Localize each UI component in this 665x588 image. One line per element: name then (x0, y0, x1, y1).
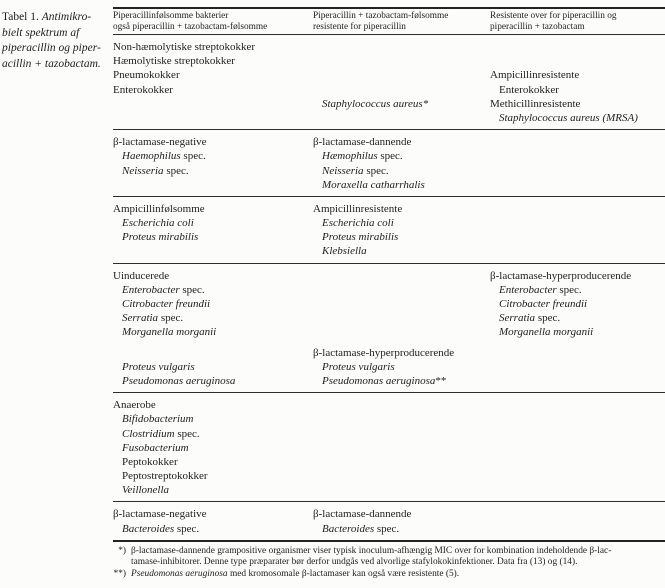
table-cell-col1 (113, 522, 313, 536)
species-name: Neisseria (122, 164, 164, 177)
table-cell-col1 (113, 297, 313, 311)
table-cell-col2 (313, 507, 490, 521)
species-name: Pseudomonas aeruginosa (122, 374, 236, 387)
species-name: Proteus mirabilis (322, 231, 399, 244)
table-cell-col2 (313, 269, 490, 283)
header-line: resistente for piperacillin (313, 22, 406, 32)
footnote-text (131, 546, 611, 569)
table-cell-col2 (313, 455, 490, 469)
table-cell-col1 (113, 178, 313, 192)
table-cell-col3 (490, 483, 665, 497)
table-row (113, 522, 665, 536)
footnote-line (131, 546, 611, 557)
table-cell-col2 (313, 398, 490, 412)
caption-italic-text: piperacillin og piper- (2, 42, 101, 54)
table-section (113, 502, 665, 539)
caption-text: Tabel 1. (2, 11, 42, 23)
table-cell-col1 (113, 40, 313, 54)
footnote-text (131, 569, 459, 580)
table-cell-col2 (313, 441, 490, 455)
table-cell-col2 (313, 283, 490, 297)
group-label: β-lactamase-dannende (313, 508, 412, 521)
table-cell-col3 (490, 398, 665, 412)
table-cell-col1 (113, 149, 313, 163)
table-cell-col3 (490, 178, 665, 192)
table-cell-col3 (490, 230, 665, 244)
table-cell-col2 (313, 427, 490, 441)
group-label: Non-hæmolytiske streptokokker (113, 41, 256, 53)
group-label: Ampicillinresistente (490, 69, 580, 82)
table-cell-col2 (313, 149, 490, 163)
table-cell-col2 (313, 244, 490, 258)
group-label: spec. (377, 150, 403, 163)
footnote-marker: **) (113, 568, 126, 579)
table-section (113, 393, 665, 501)
table-cell-col3 (490, 135, 665, 149)
table-cell-col1 (113, 455, 313, 469)
table-cell-col2 (313, 83, 490, 97)
header-line: også piperacillin + tazobactam-følsomme (113, 22, 268, 32)
group-label: spec. (158, 312, 184, 325)
table-cell-col3 (490, 522, 665, 536)
species-name: Escherichia coli (122, 217, 194, 230)
column-header-3 (490, 11, 665, 33)
table-row (113, 149, 665, 163)
table-cell-col3 (490, 412, 665, 426)
column-header-1 (113, 11, 313, 33)
footnote-body: med kromosomale β-lactamaser kan også være resistente (5). (227, 568, 460, 579)
table-row (113, 469, 665, 483)
table-cell-col3 (490, 427, 665, 441)
bottom-rule (113, 540, 665, 542)
species-name: Clostridium (122, 427, 175, 440)
table-row (113, 483, 665, 497)
table-row (113, 97, 665, 111)
group-label: Anaerobe (113, 399, 156, 412)
table-row (113, 269, 665, 283)
caption-italic-text: acillin + tazobactam. (2, 57, 101, 70)
table-row (113, 230, 665, 244)
header-line: piperacillin + tazobactam (490, 22, 585, 32)
table-caption (2, 10, 110, 72)
table-cell-col3 (490, 507, 665, 521)
table-cell-col2 (313, 111, 490, 125)
group-label: spec. (179, 283, 205, 296)
table-cell-col3 (490, 325, 665, 339)
table-cell-col1 (113, 427, 313, 441)
table-cell-col2 (313, 230, 490, 244)
group-label: Hæmolytiske streptokokker (113, 55, 235, 68)
table-cell-col2 (313, 54, 490, 68)
table-cell-col2 (313, 412, 490, 426)
table-cell-col3 (490, 164, 665, 178)
table-row (113, 164, 665, 178)
table-row (113, 54, 665, 68)
species-name: Escherichia coli (322, 217, 394, 230)
table-row (113, 40, 665, 54)
table-cell-col1 (113, 311, 313, 325)
group-label: Uinducerede (113, 269, 170, 282)
group-label: Ampicillinresistente (313, 202, 403, 215)
table-cell-col3 (490, 68, 665, 82)
group-label: Peptokokker (122, 455, 178, 468)
table-cell-col1 (113, 283, 313, 297)
footnote-line (131, 569, 459, 580)
table-cell-col3 (490, 455, 665, 469)
table-row (113, 68, 665, 82)
caption-line (2, 41, 110, 57)
column-header-2 (313, 11, 490, 33)
group-label: spec. (174, 427, 200, 440)
table-section (113, 130, 665, 196)
caption-line (2, 26, 110, 42)
table-cell-col1 (113, 68, 313, 82)
table-body (113, 35, 665, 540)
table-cell-col1 (113, 135, 313, 149)
group-label: spec. (180, 150, 206, 163)
footnote-body: tamase-inhibitorer. Denne type præparater bør derfor undgås ved alvorlige stafylokokinfektioner. Data fra (13) og (14). (131, 557, 578, 568)
table-cell-col1 (113, 97, 313, 111)
table-cell-col1 (113, 325, 313, 339)
header-line: Resistente over for piperacillin og (490, 11, 617, 21)
table-cell-col2 (313, 325, 490, 339)
group-label: Methicillinresistente (490, 97, 581, 110)
table-row (113, 311, 665, 325)
footnote (100, 569, 665, 580)
table-cell-col1 (113, 469, 313, 483)
header-line: Piperacillin + tazobactam-følsomme (313, 11, 449, 21)
header-line: Piperacillinfølsomme bakterier (113, 11, 229, 21)
table-row (113, 455, 665, 469)
species-name: Neisseria (322, 164, 364, 177)
species-name: Staphylococcus aureus* (322, 97, 429, 110)
species-name: Haemophilus (122, 150, 181, 163)
footnote-marker: *) (118, 545, 126, 556)
table-cell-col1 (113, 374, 313, 388)
species-name: Morganella morganii (499, 326, 594, 339)
species-name: Veillonella (122, 484, 170, 497)
table-cell-col3 (490, 311, 665, 325)
group-label: spec. (556, 283, 582, 296)
species-name: Hæmophilus (322, 150, 378, 163)
species-name: Fusobacterium (122, 441, 189, 454)
caption-line (2, 10, 110, 26)
group-label: β-lactamase-negative (113, 136, 207, 149)
table-section (113, 197, 665, 263)
table-cell-col1 (113, 164, 313, 178)
table-cell-col2 (313, 164, 490, 178)
group-label: Enterokokker (499, 83, 559, 96)
table-cell-col3 (490, 469, 665, 483)
table-cell-col2 (313, 40, 490, 54)
table-cell-col3 (490, 97, 665, 111)
table-cell-col3 (490, 202, 665, 216)
table-cell-col3 (490, 216, 665, 230)
table-cell-col3 (490, 269, 665, 283)
species-name: Pseudomonas aeruginosa (322, 374, 436, 387)
table-cell-col1 (113, 216, 313, 230)
table-cell-col1 (113, 360, 313, 374)
table-row (113, 441, 665, 455)
table-cell-col3 (490, 40, 665, 54)
table-cell-col3 (490, 54, 665, 68)
table-cell-col2 (313, 360, 490, 374)
table-row (113, 325, 665, 339)
table-cell-col1 (113, 441, 313, 455)
group-label: β-lactamase-negative (113, 508, 207, 521)
table-cell-col3 (490, 83, 665, 97)
group-label: Peptostreptokokker (122, 470, 208, 483)
table-row (113, 216, 665, 230)
table-section (113, 35, 665, 129)
table-row (113, 398, 665, 412)
species-name: Enterobacter (122, 283, 180, 296)
table-row (113, 374, 665, 388)
table-cell-col1 (113, 83, 313, 97)
species-name: Proteus mirabilis (122, 231, 199, 244)
species-name: Bacteroides (122, 522, 175, 535)
table-cell-col3 (490, 149, 665, 163)
table-row (113, 202, 665, 216)
table-cell-col2 (313, 216, 490, 230)
table-row (113, 83, 665, 97)
table-row (113, 111, 665, 125)
table-cell-col1 (113, 346, 313, 360)
species-name: Proteus vulgaris (322, 360, 395, 373)
species-name: Serratia (122, 312, 159, 325)
table-cell-col2 (313, 346, 490, 360)
group-label: Ampicillinfølsomme (113, 202, 205, 215)
table-cell-col3 (490, 244, 665, 258)
table-row (113, 135, 665, 149)
table-cell-col2 (313, 469, 490, 483)
table-row (113, 244, 665, 258)
antimicrobial-spectrum-table (113, 0, 665, 580)
table-row (113, 346, 665, 360)
table-cell-col2 (313, 202, 490, 216)
group-label: spec. (363, 164, 389, 177)
species-name: Bifidobacterium (122, 413, 194, 426)
table-cell-col2 (313, 311, 490, 325)
group-label: spec. (535, 312, 561, 325)
footnote-body: β-lactamase-dannende grampositive organismer viser typisk inoculum-afhængig MIC over for kombination indeholdende β-lac- (131, 545, 612, 556)
species-name: Citrobacter freundii (499, 298, 588, 310)
table-cell-col1 (113, 230, 313, 244)
table-cell-col2 (313, 135, 490, 149)
species-name: Serratia (499, 312, 536, 325)
table-cell-col2 (313, 483, 490, 497)
group-label: β-lactamase-dannende (313, 136, 412, 149)
table-row (113, 297, 665, 311)
species-name: Moraxella catharrhalis (322, 178, 425, 191)
table-cell-col1 (113, 202, 313, 216)
table-cell-col3 (490, 297, 665, 311)
footnotes (100, 546, 665, 580)
species-name: Citrobacter freundii (122, 298, 211, 310)
group-label: β-lactamase-hyperproducerende (490, 269, 632, 282)
table-header (113, 9, 665, 34)
species-name: Staphylococcus aureus (MRSA) (499, 111, 638, 124)
table-cell-col1 (113, 507, 313, 521)
table-cell-col1 (113, 111, 313, 125)
table-cell-col3 (490, 360, 665, 374)
group-label: Pneumokokker (113, 69, 180, 82)
species-name: Pseudomonas aeruginosa (131, 568, 228, 579)
table-row (113, 412, 665, 426)
table-cell-col2 (313, 97, 490, 111)
table-cell-col2 (313, 68, 490, 82)
species-name: Bacteroides (322, 522, 375, 535)
table-cell-col2 (313, 522, 490, 536)
table-row (113, 283, 665, 297)
table-cell-col3 (490, 374, 665, 388)
table-cell-col3 (490, 283, 665, 297)
table-cell-col1 (113, 269, 313, 283)
table-row (113, 427, 665, 441)
table-cell-col3 (490, 441, 665, 455)
table-cell-col1 (113, 483, 313, 497)
caption-line (2, 57, 110, 73)
table-cell-col1 (113, 412, 313, 426)
table-row (113, 360, 665, 374)
species-name: Morganella morganii (122, 326, 217, 339)
table-cell-col1 (113, 244, 313, 258)
table-section (113, 264, 665, 393)
table-cell-col2 (313, 374, 490, 388)
table-cell-col1 (113, 398, 313, 412)
table-cell-col1 (113, 54, 313, 68)
footnote (100, 546, 665, 569)
table-cell-col3 (490, 346, 665, 360)
group-label: ** (435, 374, 447, 387)
species-name: Proteus vulgaris (122, 360, 195, 373)
table-row (113, 178, 665, 192)
species-name: Enterobacter (499, 283, 557, 296)
caption-italic-text: bielt spektrum af (2, 26, 80, 39)
footnote-line (131, 557, 611, 568)
table-cell-col3 (490, 111, 665, 125)
species-name: Klebsiella (322, 245, 367, 258)
caption-italic-text: Antimikro- (41, 11, 92, 23)
group-label: spec. (174, 522, 200, 535)
group-label: β-lactamase-hyperproducerende (313, 346, 455, 359)
group-label: Enterokokker (113, 83, 173, 96)
group-label: spec. (374, 522, 400, 535)
table-row (113, 507, 665, 521)
group-label: spec. (163, 164, 189, 177)
table-cell-col2 (313, 297, 490, 311)
table-cell-col2 (313, 178, 490, 192)
